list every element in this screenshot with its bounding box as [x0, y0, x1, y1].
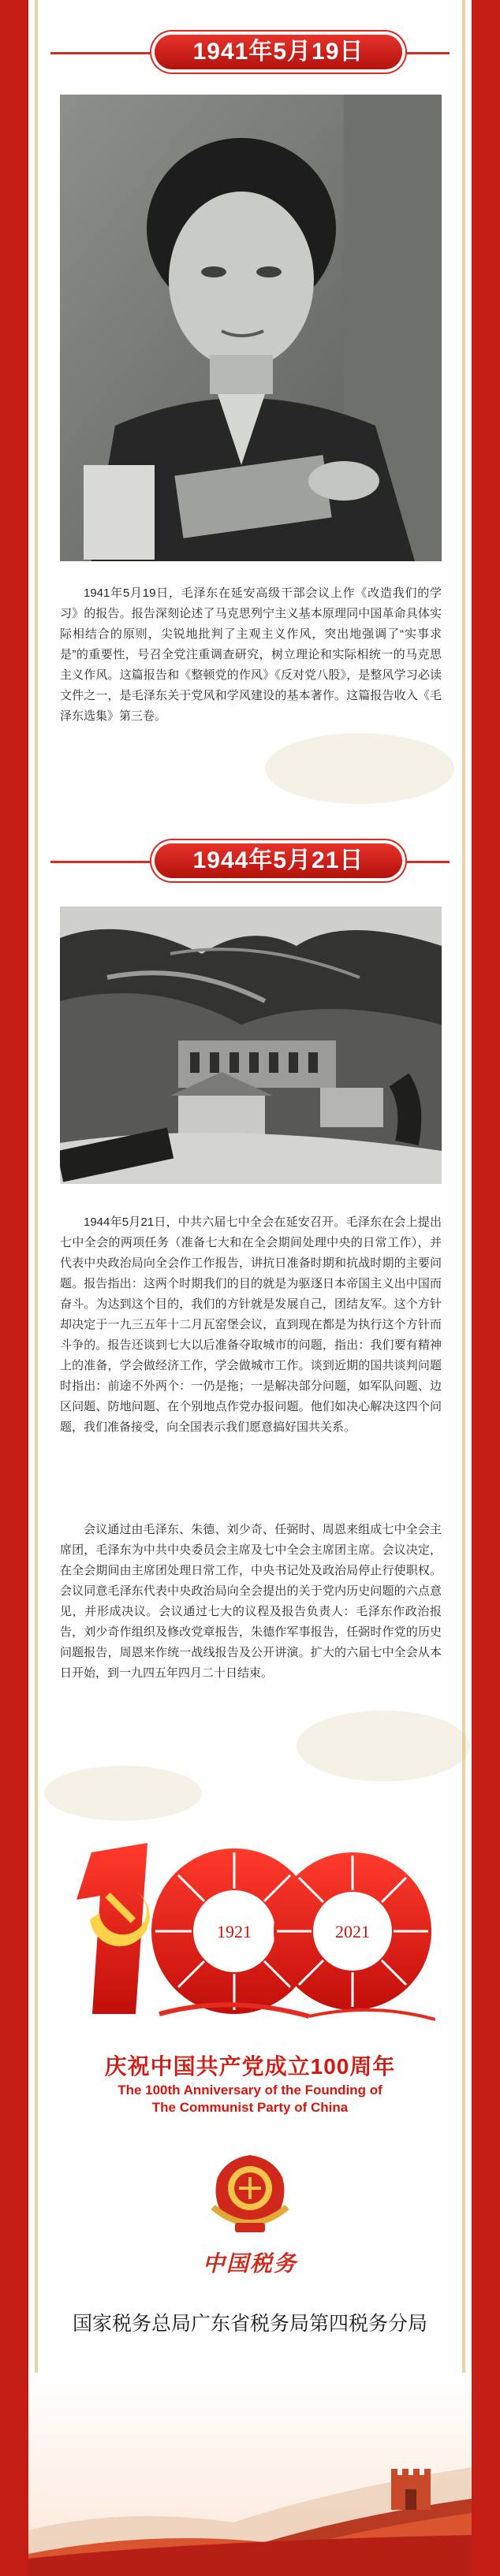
- yanan-landscape-photo: [60, 906, 442, 1184]
- anniversary-title-en-1: The 100th Anniversary of the Founding of: [118, 2083, 382, 2098]
- anniversary-title-en-2: The Communist Party of China: [151, 2100, 349, 2115]
- section2-text-2: 会议通过由毛泽东、朱德、刘少奇、任弼时、周恩来组成七中全会主席团，毛泽东为中共中央委员会主席及七中全会主席团主席。会议决定，在全会期间由主席团处理日常工作，中央书记处及政治局停止行使职权。会议同意毛泽东代表中央政治局向全会提出的关于党内历史问题的六点意见，并形成决议。会议通过七大的议程及报告负责人：毛泽东作政治报告，刘少奇作组织及修改党章报告，朱德作军事报告，任弼时作党的历史问题报告，周恩来作统一战线报告及公开讲演。扩大的六届七中全会从本日开始，到一九四五年四月二十日结束。: [60, 1523, 442, 1680]
- tax-emblem-icon: [203, 2152, 297, 2239]
- cloud-decoration: [265, 733, 454, 804]
- content-panel: [28, 0, 472, 2576]
- section1-text: 1941年5月19日，毛泽东在延安高级干部会议上作《改造我们的学习》的报告。报告深刻论述了马克思列宁主义基本原理同中国革命具体实际相结合的原则，尖锐地批判了主观主义作风，突出地强调了“实事求是”的重要性，号召全党注重调查研究，树立理论和实际相统一的马克思主义作风。这篇报告和《整顿党的作风》《反对党八股》，是整风学习必读文件之一，是毛泽东关于党风和学风建设的基本著作。这篇报告收入《毛泽东选集》第三卷。: [60, 586, 442, 723]
- year-start-label: 1921: [217, 1922, 252, 1941]
- section2-text-1: 1944年5月21日，中共六届七中全会在延安召开。毛泽东在会上提出七中全会的两项任务（准备七大和在全会期间处理中央的日常工作），并代表中央政治局向全会作工作报告，讲抗日准备时期和抗战时期的主要问题。报告指出：这两个时期我们的目的就是为驱逐日本帝国主义出中国而奋斗。为达到这个目的，我们的方针就是发展自己，团结友军。这个方针却决定于一九三五年十二月瓦窑堡会议，直到现在都是为执行这个方针而斗争的。报告还谈到七大以后准备夺取城市的问题，指出：我们要有精神上的准备，学会做经济工作，学会做城市工作。谈到近期的国共谈判问题时指出：前途不外两个：一仍是拖；一是解决部分问题，如军队问题、边区问题、防地问题、在个别地点作党办报问题。他们如决心解决这四个问题，我们准备接受，向全国表示我们愿意搞好国共关系。: [60, 1215, 442, 1434]
- organization-name: 国家税务总局广东省税务局第四税务分局: [72, 2314, 427, 2335]
- section-date-badge: 1941年5月19日: [155, 35, 402, 69]
- brand-wordmark: 中国税务: [202, 2252, 297, 2276]
- cloud-decoration: [44, 1766, 202, 1821]
- portrait-photo: [60, 95, 442, 561]
- anniversary-title-cn: 庆祝中国共产党成立100周年: [104, 2054, 396, 2079]
- year-end-label: 2021: [335, 1922, 370, 1941]
- section-date-badge: 1944年5月21日: [155, 843, 402, 878]
- great-wall-illustration: [28, 2373, 472, 2576]
- cloud-decoration: [297, 1711, 470, 1781]
- gold-border-left: [35, 0, 38, 2576]
- gold-border-right: [462, 0, 465, 2576]
